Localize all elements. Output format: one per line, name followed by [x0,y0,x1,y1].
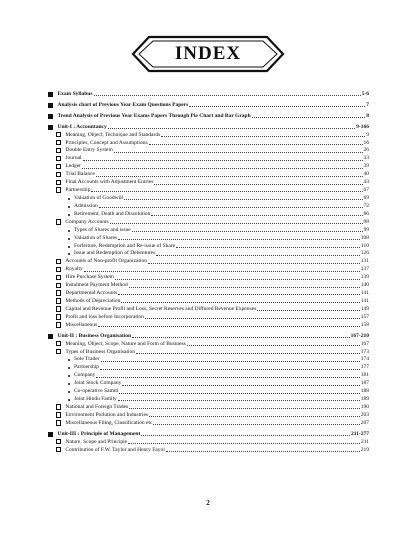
toc-entry-title: Miscellaneous Filing, Classification etc [65,419,153,426]
toc-entry-page: 149 [360,305,369,312]
toc-entry-title: Types of Shares and issue [74,226,131,233]
toc-item [48,265,369,273]
toc-entry-page: 72 [363,202,369,209]
toc-entry-page: 108 [360,234,369,241]
toc-entry-page: 187 [360,380,369,387]
toc-entry-page: 139 [360,274,369,281]
dot-leader [118,400,360,401]
toc-entry-title: Co-operative Samiti [74,388,119,395]
toc-entry-title: Journal [65,155,82,162]
toc-subitem [48,194,369,202]
toc-entry-title: Trial Balance [65,171,95,178]
toc-item [48,162,369,170]
checkbox-bullet-icon [56,341,61,346]
toc-entry-page: 219 [360,446,369,453]
toc-entry-title: Royalty [65,266,83,273]
dot-bullet-icon [68,206,70,208]
toc-entry-page: 141 [360,297,369,304]
dot-leader [114,152,363,153]
toc-item [48,281,369,289]
toc-heading [48,123,369,131]
toc-entry-title: Company Accounts [65,218,109,225]
dot-leader [101,361,360,362]
page-title: INDEX [174,43,242,64]
toc-entry-page: 189 [360,396,369,403]
checkbox-bullet-icon [56,314,61,319]
dot-leader [129,408,360,409]
dot-bullet-icon [68,391,70,393]
toc-entry-page: 167-210 [350,332,369,339]
toc-entry-page: 167 [360,340,369,347]
toc-entry-title: National and Foreign Trades [65,403,129,410]
toc-entry-page: 137 [360,266,369,273]
dot-leader [132,231,363,232]
toc-item [48,147,369,155]
dot-leader [108,128,355,129]
toc-subitem [48,379,369,387]
checkbox-bullet-icon [56,187,61,192]
toc-entry-title: Methods of Depreciation [65,297,121,304]
toc-item [48,170,369,178]
dot-leader [189,106,365,107]
toc-entry-page: 16 [363,139,369,146]
dot-leader [151,215,362,216]
toc-subitem [48,363,369,371]
toc-entry-title: Environment Pollution and Industries [65,411,149,418]
toc-subitem [48,210,369,218]
toc-entry-title: Hire Purchase System [65,274,114,281]
toc-entry-page: 190 [360,403,369,410]
dot-bullet-icon [68,198,70,200]
toc-entry-title: Double Entry System [65,147,113,154]
index-banner [131,34,285,74]
toc-entry-title: Capital and Revenue Profit and Loss, Secret Reserves and Diffured Revenue Expenses [65,305,257,312]
toc-item [48,411,369,419]
toc-entry-title: Instalment Payment Method [65,282,128,289]
toc-subitem [48,250,369,258]
toc-entry-title: Final Accounts with Adjustment Entries [65,179,154,186]
toc-entry-title: Forfeiture, Redemption and Re-issue of Share [74,242,176,249]
filled-square-bullet-icon [48,334,53,339]
toc-entry-title: Unit-I : Accountancy [57,123,107,130]
dot-leader [121,302,359,303]
toc-item [48,446,369,454]
toc-entry-page: 98 [363,218,369,225]
toc-heading [48,332,369,340]
toc-item [48,321,369,329]
checkbox-bullet-icon [56,439,61,444]
toc-entry-page: 67 [363,187,369,194]
dot-leader [118,294,360,295]
toc-entry-title: Joint Hindu Family [74,396,117,403]
checkbox-bullet-icon [56,322,61,327]
filled-square-bullet-icon [48,432,53,437]
toc-item [48,297,369,305]
toc-item [48,131,369,139]
toc-entry-page: 7 [366,101,369,108]
dot-leader [129,287,360,288]
dot-leader [94,95,361,96]
dot-leader [252,117,366,118]
toc-subitem [48,395,369,403]
dot-leader [119,393,359,394]
toc-entry-title: Types of Business Organisation [65,348,136,355]
dot-leader [154,184,362,185]
toc-entry-page: 203 [360,411,369,418]
toc-entry-page: 33 [363,155,369,162]
dot-bullet-icon [68,238,70,240]
dot-leader [149,416,360,417]
dot-leader [99,207,363,208]
toc-entry-title: Miscellaneous [65,321,98,328]
toc-entry-title: Accounts of Non-profit Organization [65,258,148,265]
dot-leader [100,369,360,370]
dot-bullet-icon [68,367,70,369]
dot-leader [187,345,360,346]
toc-entry-page: 211 [360,438,369,445]
dot-bullet-icon [68,230,70,232]
toc-item [48,218,369,226]
toc-entry-title: Unit-II : Business Organisation [57,332,132,339]
toc-entry-page: 5-6 [361,90,369,97]
dot-leader [124,199,362,200]
checkbox-bullet-icon [56,267,61,272]
toc-heading [48,112,369,120]
toc-subitem [48,371,369,379]
toc-item [48,313,369,321]
dot-bullet-icon [68,246,70,248]
toc-item [48,178,369,186]
toc-entry-page: 69 [363,194,369,201]
filled-square-bullet-icon [48,103,53,108]
dot-leader [132,337,350,338]
toc-entry-title: Issue and Redemption of Debentures [74,250,156,257]
dot-leader [122,385,359,386]
dot-leader [153,424,359,425]
checkbox-bullet-icon [56,140,61,145]
toc-item [48,305,369,313]
toc-item [48,403,369,411]
toc-entry-title: Retirement, Death and Dissolution [74,210,151,217]
toc-entry-title: Sole Trader [74,356,100,363]
toc-entry-title: Valuation of Shares [74,234,118,241]
toc-entry-title: Meaning, Object, Technique and Standards [65,131,161,138]
dot-leader [141,435,350,436]
toc-entry-page: 131 [360,258,369,265]
toc-heading [48,90,369,98]
checkbox-bullet-icon [56,132,61,137]
toc-entry-page: 158 [360,321,369,328]
checkbox-bullet-icon [56,412,61,417]
toc-entry-title: Profit and loss before Incorporation [65,313,144,320]
toc-entry-page: 211-277 [350,430,369,437]
toc-item [48,289,369,297]
toc-entry-title: Analysis chart of Previous Year Exam Questions Papers [57,101,189,108]
toc-entry-title: Meaning, Object, Scope, Nature and Form of Business [65,340,186,347]
toc-entry-page: 8 [366,112,369,119]
dot-bullet-icon [68,399,70,401]
dot-leader [110,223,363,224]
table-of-contents [48,90,369,454]
checkbox-bullet-icon [56,275,61,280]
dot-leader [149,144,363,145]
toc-entry-title: Joint Stock Company [74,380,122,387]
toc-entry-title: Company [74,372,96,379]
dot-leader [148,263,360,264]
dot-leader [176,247,360,248]
toc-entry-page: 207 [360,419,369,426]
toc-entry-page: 43 [363,179,369,186]
dot-leader [96,176,363,177]
toc-entry-page: 39 [363,163,369,170]
dot-leader [115,279,360,280]
toc-subitem [48,226,369,234]
toc-subitem [48,234,369,242]
checkbox-bullet-icon [56,298,61,303]
dot-bullet-icon [68,214,70,216]
checkbox-bullet-icon [56,156,61,161]
dot-leader [98,326,360,327]
toc-entry-title: Partnership [74,364,100,371]
toc-subitem [48,202,369,210]
toc-subitem [48,387,369,395]
checkbox-bullet-icon [56,290,61,295]
toc-item [48,348,369,356]
dot-leader [257,310,360,311]
toc-entry-title: Partnership [65,187,91,194]
toc-entry-title: Nature, Scope and Principle [65,438,128,445]
page-number: 2 [206,499,210,507]
toc-item [48,186,369,194]
toc-entry-page: 174 [360,356,369,363]
toc-entry-page: 9 [366,131,369,138]
dot-bullet-icon [68,375,70,377]
dot-leader [83,160,363,161]
filled-square-bullet-icon [48,125,53,130]
toc-entry-title: Exam Syllabus [57,90,93,97]
filled-square-bullet-icon [48,114,53,119]
toc-item [48,438,369,446]
toc-entry-title: Valuation of Goodwill [74,194,124,201]
toc-entry-page: 173 [360,348,369,355]
toc-entry-page: 140 [360,282,369,289]
dot-leader [84,271,360,272]
toc-item [48,139,369,147]
toc-entry-page: 40 [363,171,369,178]
checkbox-bullet-icon [56,283,61,288]
toc-heading [48,101,369,109]
toc-entry-title: Ledger [65,163,81,170]
checkbox-bullet-icon [56,349,61,354]
toc-item [48,257,369,265]
toc-entry-page: 181 [360,372,369,379]
toc-entry-page: 157 [360,313,369,320]
dot-leader [91,191,362,192]
toc-entry-page: 86 [363,210,369,217]
toc-entry-page: 177 [360,364,369,371]
toc-entry-page: 26 [363,147,369,154]
toc-entry-title: Unit-III : Principle of Management [57,430,141,437]
dot-leader [156,255,359,256]
toc-entry-page: 110 [360,242,369,249]
dot-bullet-icon [68,383,70,385]
toc-entry-page: 9-166 [356,123,369,130]
checkbox-bullet-icon [56,164,61,169]
checkbox-bullet-icon [56,306,61,311]
checkbox-bullet-icon [56,219,61,224]
dot-bullet-icon [68,359,70,361]
toc-entry-page: 141 [360,290,369,297]
checkbox-bullet-icon [56,180,61,185]
dot-leader [118,239,360,240]
dot-leader [96,377,359,378]
checkbox-bullet-icon [56,404,61,409]
toc-entry-title: Principles, Concept and Assumptions [65,139,148,146]
checkbox-bullet-icon [56,172,61,177]
toc-subitem [48,356,369,364]
toc-item [48,340,369,348]
dot-leader [136,353,360,354]
toc-entry-page: 126 [360,250,369,257]
checkbox-bullet-icon [56,148,61,153]
toc-entry-page: 99 [363,226,369,233]
dot-leader [145,318,360,319]
checkbox-bullet-icon [56,420,61,425]
filled-square-bullet-icon [48,92,53,97]
toc-entry-title: Admission [74,202,98,209]
toc-heading [48,430,369,438]
toc-item [48,419,369,427]
checkbox-bullet-icon [56,447,61,452]
dot-leader [128,443,360,444]
dot-leader [161,136,365,137]
toc-entry-title: Departmental Accounts [65,290,118,297]
toc-entry-page: 188 [360,388,369,395]
toc-entry-title: Trend Analysis of Previous Year Exams Papers Through Pie Chart and Bar Graph [57,112,251,119]
dot-leader [82,168,363,169]
checkbox-bullet-icon [56,259,61,264]
toc-item [48,154,369,162]
toc-subitem [48,242,369,250]
dot-leader [166,451,360,452]
toc-item [48,273,369,281]
toc-entry-title: Contribution of F.W. Taylor and Henry Fayol [65,446,165,453]
dot-bullet-icon [68,253,70,255]
